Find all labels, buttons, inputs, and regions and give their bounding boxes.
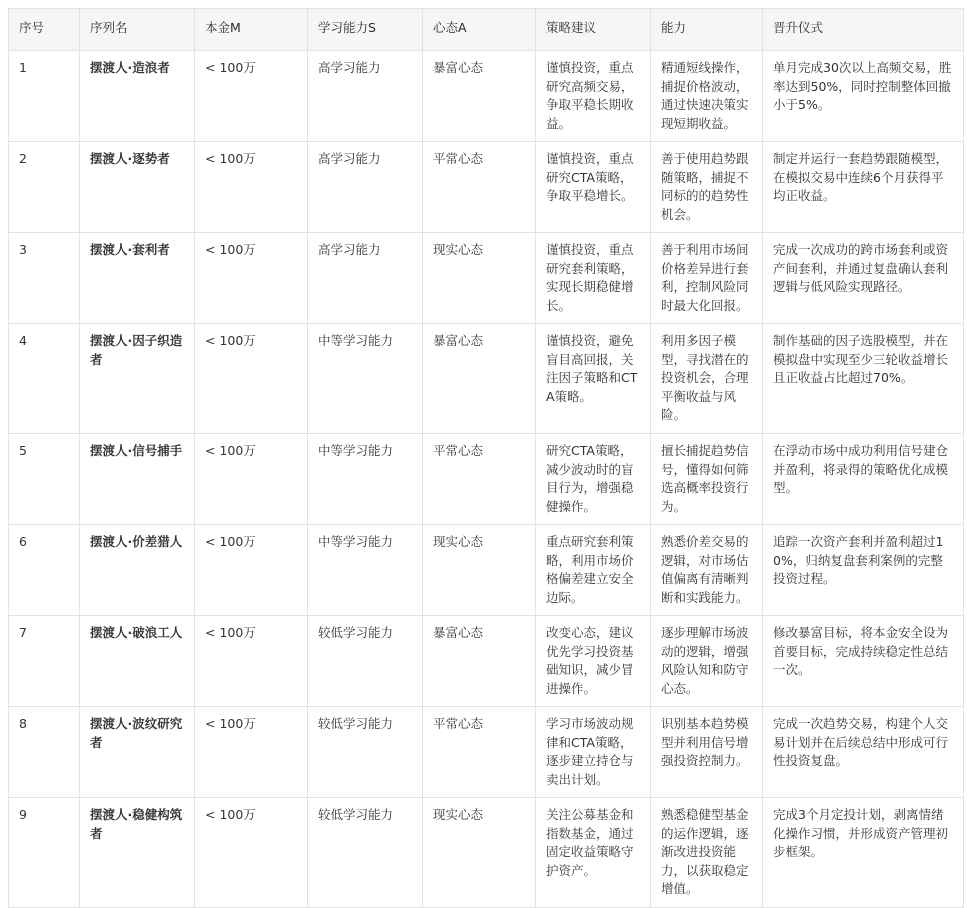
- cell-principal: < 100万: [195, 233, 308, 324]
- table-header-row: [9, 9, 964, 51]
- table-row: [9, 616, 964, 707]
- cell-sequence-name: 摆渡人·信号捕手: [80, 434, 195, 525]
- cell-learning-ability: 中等学习能力: [308, 324, 423, 434]
- cell-mindset: 平常心态: [423, 434, 536, 525]
- cell-mindset: 暴富心态: [423, 616, 536, 707]
- header-mindset: 心态A: [423, 9, 536, 51]
- table-row: [9, 525, 964, 616]
- cell-ability: 利用多因子模型，寻找潜在的投资机会，合理平衡收益与风险。: [651, 324, 763, 434]
- header-sequence-name: 序列名: [80, 9, 195, 51]
- cell-promotion-ritual: 完成3个月定投计划，剥离情绪化操作习惯，并形成资产管理初步框架。: [763, 798, 964, 908]
- cell-sequence-name: 摆渡人·破浪工人: [80, 616, 195, 707]
- cell-ability: 熟悉价差交易的逻辑，对市场估值偏离有清晰判断和实践能力。: [651, 525, 763, 616]
- table-row: [9, 51, 964, 142]
- cell-principal: < 100万: [195, 616, 308, 707]
- cell-sequence-name: 摆渡人·稳健构筑者: [80, 798, 195, 908]
- cell-index: 1: [9, 51, 80, 142]
- cell-mindset: 暴富心态: [423, 324, 536, 434]
- cell-strategy-advice: 谨慎投资，重点研究CTA策略，争取平稳增长。: [536, 142, 651, 233]
- cell-learning-ability: 高学习能力: [308, 233, 423, 324]
- header-principal: 本金M: [195, 9, 308, 51]
- strategy-table-container: [8, 8, 963, 908]
- strategy-table: [8, 8, 964, 908]
- cell-index: 7: [9, 616, 80, 707]
- cell-mindset: 平常心态: [423, 142, 536, 233]
- cell-strategy-advice: 谨慎投资，重点研究高频交易，争取平稳长期收益。: [536, 51, 651, 142]
- cell-mindset: 暴富心态: [423, 51, 536, 142]
- cell-sequence-name: 摆渡人·波纹研究者: [80, 707, 195, 798]
- cell-sequence-name: 摆渡人·逐势者: [80, 142, 195, 233]
- cell-mindset: 现实心态: [423, 525, 536, 616]
- cell-promotion-ritual: 完成一次成功的跨市场套利或资产间套利，并通过复盘确认套利逻辑与低风险实现路径。: [763, 233, 964, 324]
- cell-principal: < 100万: [195, 51, 308, 142]
- cell-learning-ability: 中等学习能力: [308, 525, 423, 616]
- table-row: [9, 434, 964, 525]
- cell-strategy-advice: 改变心态，建议优先学习投资基础知识，减少冒进操作。: [536, 616, 651, 707]
- cell-ability: 识别基本趋势模型并利用信号增强投资控制力。: [651, 707, 763, 798]
- cell-ability: 逐步理解市场波动的逻辑，增强风险认知和防守心态。: [651, 616, 763, 707]
- cell-strategy-advice: 谨慎投资，重点研究套利策略，实现长期稳健增长。: [536, 233, 651, 324]
- cell-learning-ability: 中等学习能力: [308, 434, 423, 525]
- header-strategy-advice: 策略建议: [536, 9, 651, 51]
- cell-promotion-ritual: 完成一次趋势交易，构建个人交易计划并在后续总结中形成可行性投资复盘。: [763, 707, 964, 798]
- cell-index: 6: [9, 525, 80, 616]
- cell-strategy-advice: 学习市场波动规律和CTA策略，逐步建立持仓与卖出计划。: [536, 707, 651, 798]
- header-learning-ability: 学习能力S: [308, 9, 423, 51]
- cell-principal: < 100万: [195, 525, 308, 616]
- cell-strategy-advice: 谨慎投资，避免盲目高回报，关注因子策略和CTA策略。: [536, 324, 651, 434]
- cell-principal: < 100万: [195, 142, 308, 233]
- cell-index: 2: [9, 142, 80, 233]
- cell-learning-ability: 高学习能力: [308, 51, 423, 142]
- cell-promotion-ritual: 制作基础的因子选股模型，并在模拟盘中实现至少三轮收益增长且正收益占比超过70%。: [763, 324, 964, 434]
- cell-promotion-ritual: 制定并运行一套趋势跟随模型，在模拟交易中连续6个月获得平均正收益。: [763, 142, 964, 233]
- cell-index: 5: [9, 434, 80, 525]
- cell-strategy-advice: 研究CTA策略，减少波动时的盲目行为，增强稳健操作。: [536, 434, 651, 525]
- cell-principal: < 100万: [195, 707, 308, 798]
- table-row: [9, 142, 964, 233]
- cell-index: 9: [9, 798, 80, 908]
- cell-learning-ability: 高学习能力: [308, 142, 423, 233]
- cell-learning-ability: 较低学习能力: [308, 707, 423, 798]
- table-row: [9, 233, 964, 324]
- cell-mindset: 平常心态: [423, 707, 536, 798]
- cell-ability: 精通短线操作，捕捉价格波动，通过快速决策实现短期收益。: [651, 51, 763, 142]
- cell-ability: 善于利用市场间价格差异进行套利，控制风险同时最大化回报。: [651, 233, 763, 324]
- cell-promotion-ritual: 在浮动市场中成功利用信号建仓并盈利，将录得的策略优化成模型。: [763, 434, 964, 525]
- cell-promotion-ritual: 修改暴富目标，将本金安全设为首要目标，完成持续稳定性总结一次。: [763, 616, 964, 707]
- cell-ability: 善于使用趋势跟随策略，捕捉不同标的的趋势性机会。: [651, 142, 763, 233]
- cell-learning-ability: 较低学习能力: [308, 798, 423, 908]
- cell-sequence-name: 摆渡人·套利者: [80, 233, 195, 324]
- cell-mindset: 现实心态: [423, 233, 536, 324]
- cell-principal: < 100万: [195, 324, 308, 434]
- cell-promotion-ritual: 追踪一次资产套利并盈利超过10%，归纳复盘套利案例的完整投资过程。: [763, 525, 964, 616]
- cell-sequence-name: 摆渡人·因子织造者: [80, 324, 195, 434]
- header-promotion-ritual: 晋升仪式: [763, 9, 964, 51]
- cell-ability: 熟悉稳健型基金的运作逻辑，逐渐改进投资能力，以获取稳定增值。: [651, 798, 763, 908]
- cell-sequence-name: 摆渡人·价差猎人: [80, 525, 195, 616]
- cell-principal: < 100万: [195, 798, 308, 908]
- table-row: [9, 324, 964, 434]
- cell-promotion-ritual: 单月完成30次以上高频交易，胜率达到50%，同时控制整体回撤小于5%。: [763, 51, 964, 142]
- header-index: 序号: [9, 9, 80, 51]
- cell-index: 3: [9, 233, 80, 324]
- cell-index: 4: [9, 324, 80, 434]
- header-ability: 能力: [651, 9, 763, 51]
- cell-strategy-advice: 关注公募基金和指数基金，通过固定收益策略守护资产。: [536, 798, 651, 908]
- cell-principal: < 100万: [195, 434, 308, 525]
- cell-ability: 擅长捕捉趋势信号，懂得如何筛选高概率投资行为。: [651, 434, 763, 525]
- cell-strategy-advice: 重点研究套利策略，利用市场价格偏差建立安全边际。: [536, 525, 651, 616]
- cell-index: 8: [9, 707, 80, 798]
- table-row: [9, 798, 964, 908]
- cell-mindset: 现实心态: [423, 798, 536, 908]
- table-row: [9, 707, 964, 798]
- cell-sequence-name: 摆渡人·造浪者: [80, 51, 195, 142]
- cell-learning-ability: 较低学习能力: [308, 616, 423, 707]
